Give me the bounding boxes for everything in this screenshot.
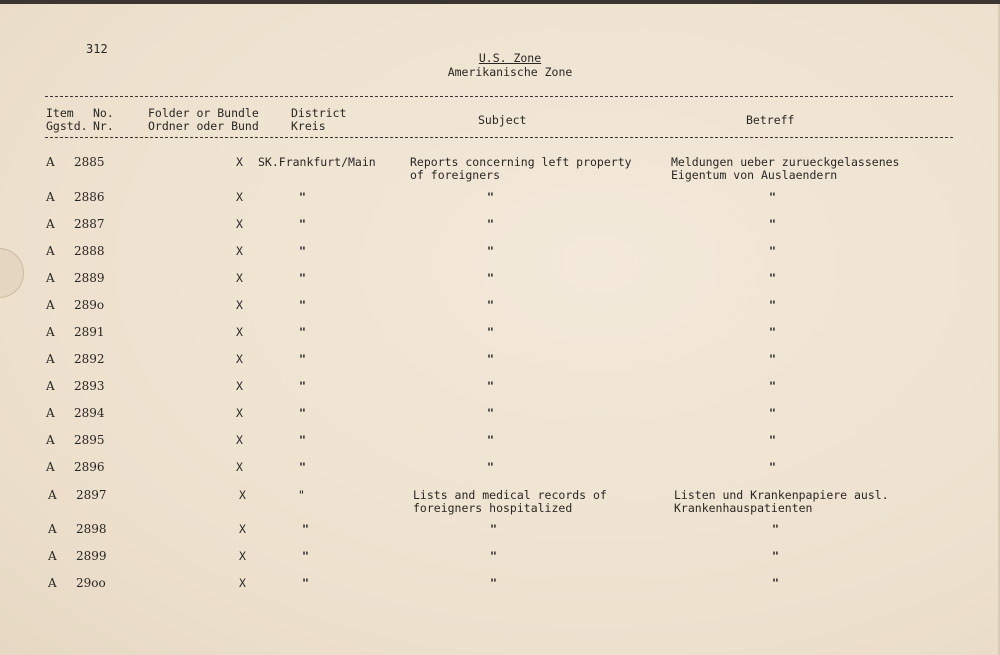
row-folder: X (236, 379, 243, 393)
row-number: 2899 (76, 549, 107, 563)
header-rule-bottom (45, 137, 953, 138)
row-number: 29oo (76, 576, 106, 590)
row-number: 2889 (74, 271, 105, 285)
document-page (0, 4, 1000, 655)
row-subject-line: Reports concerning left property (410, 155, 632, 169)
row-district: " (299, 244, 306, 258)
header-folder-en: Folder or Bundle (148, 106, 259, 120)
row-district: " (299, 217, 306, 231)
row-number: 2887 (74, 217, 105, 231)
row-item: A (46, 217, 55, 231)
header-item-de: Ggstd. (46, 119, 88, 133)
row-subject-line: " (487, 460, 494, 474)
header-rule-top (45, 96, 953, 97)
row-item: A (46, 406, 55, 420)
header-folder-de: Ordner oder Bund (148, 119, 259, 133)
row-folder: X (236, 325, 243, 339)
page-number: 312 (86, 42, 108, 56)
row-folder: X (236, 298, 243, 312)
row-betreff-line: Listen und Krankenpapiere ausl. (674, 488, 889, 502)
row-subject-line: Lists and medical records of (413, 488, 607, 502)
row-item: A (46, 271, 55, 285)
row-subject-line: " (487, 217, 494, 231)
row-item: A (46, 379, 55, 393)
row-betreff-line: " (769, 217, 776, 231)
row-subject-line: " (487, 352, 494, 366)
row-district: SK.Frankfurt/Main (258, 155, 376, 169)
header-district-en: District (291, 106, 347, 120)
row-item: A (46, 352, 55, 366)
row-district: " (302, 549, 309, 563)
row-folder: X (236, 406, 243, 420)
row-betreff-line: " (772, 576, 779, 590)
row-subject-line: " (487, 433, 494, 447)
row-item: A (48, 522, 57, 536)
row-number: 2885 (74, 155, 105, 169)
row-subject-line: " (490, 576, 497, 590)
row-district: " (299, 352, 306, 366)
header-no-en: No. (93, 106, 114, 120)
row-betreff-line: " (769, 352, 776, 366)
row-folder: X (236, 155, 243, 169)
row-number: 2888 (74, 244, 105, 258)
row-betreff-line: Meldungen ueber zurueckgelassenes (671, 155, 900, 169)
header-betreff: Betreff (746, 113, 795, 127)
row-number: 2898 (76, 522, 107, 536)
header-district-de: Kreis (291, 119, 326, 133)
row-district: " (299, 433, 306, 447)
row-subject-line: " (487, 190, 494, 204)
row-folder: X (236, 217, 243, 231)
row-betreff-line: " (769, 460, 776, 474)
row-betreff-line: " (769, 271, 776, 285)
row-district: " (302, 576, 309, 590)
row-number: 2886 (74, 190, 105, 204)
row-district: " (299, 325, 306, 339)
row-item: A (46, 460, 55, 474)
row-item: A (48, 576, 57, 590)
row-number: 2895 (74, 433, 105, 447)
row-folder: X (236, 244, 243, 258)
row-number: 2892 (74, 352, 105, 366)
zone-title: U.S. Zone (478, 51, 542, 65)
row-number: 2896 (74, 460, 105, 474)
row-folder: X (239, 522, 246, 536)
row-district: " (299, 406, 306, 420)
row-subject-line: " (487, 244, 494, 258)
row-folder: X (239, 549, 246, 563)
row-betreff-line: " (769, 244, 776, 258)
zone-subtitle: Amerikanische Zone (447, 65, 573, 79)
row-folder: X (236, 460, 243, 474)
row-subject-line: of foreigners (410, 168, 501, 182)
row-folder: X (236, 190, 243, 204)
row-subject-line: " (487, 271, 494, 285)
row-item: A (46, 325, 55, 339)
row-district: " (298, 488, 305, 502)
index-tab (0, 248, 24, 298)
row-subject-line: " (487, 325, 494, 339)
row-item: A (46, 190, 55, 204)
row-district: " (299, 379, 306, 393)
row-subject-line: " (490, 522, 497, 536)
header-item-en: Item (46, 106, 74, 120)
row-district: " (299, 271, 306, 285)
row-betreff-line: Eigentum von Auslaendern (671, 168, 838, 182)
row-folder: X (239, 576, 246, 590)
row-betreff-line: " (769, 190, 776, 204)
row-betreff-line: " (769, 433, 776, 447)
row-subject-line: " (487, 298, 494, 312)
row-betreff-line: Krankenhauspatienten (674, 501, 813, 515)
header-subject: Subject (478, 113, 527, 127)
row-subject-line: foreigners hospitalized (413, 501, 573, 515)
row-betreff-line: " (772, 522, 779, 536)
row-district: " (299, 298, 306, 312)
row-item: A (48, 549, 57, 563)
row-betreff-line: " (769, 406, 776, 420)
row-number: 2893 (74, 379, 105, 393)
header-no-de: Nr. (93, 119, 114, 133)
row-item: A (48, 488, 57, 502)
row-subject-line: " (487, 379, 494, 393)
row-betreff-line: " (769, 325, 776, 339)
row-number: 2897 (76, 488, 107, 502)
row-subject-line: " (490, 549, 497, 563)
row-betreff-line: " (772, 549, 779, 563)
row-betreff-line: " (769, 379, 776, 393)
row-item: A (46, 433, 55, 447)
row-district: " (299, 460, 306, 474)
row-item: A (46, 155, 55, 169)
row-number: 289o (74, 298, 105, 312)
row-folder: X (236, 352, 243, 366)
row-folder: X (239, 488, 246, 502)
row-district: " (302, 522, 309, 536)
row-number: 2894 (74, 406, 105, 420)
row-subject-line: " (487, 406, 494, 420)
row-number: 2891 (74, 325, 105, 339)
row-folder: X (236, 433, 243, 447)
row-item: A (46, 244, 55, 258)
row-folder: X (236, 271, 243, 285)
row-district: " (299, 190, 306, 204)
row-betreff-line: " (769, 298, 776, 312)
row-item: A (46, 298, 55, 312)
